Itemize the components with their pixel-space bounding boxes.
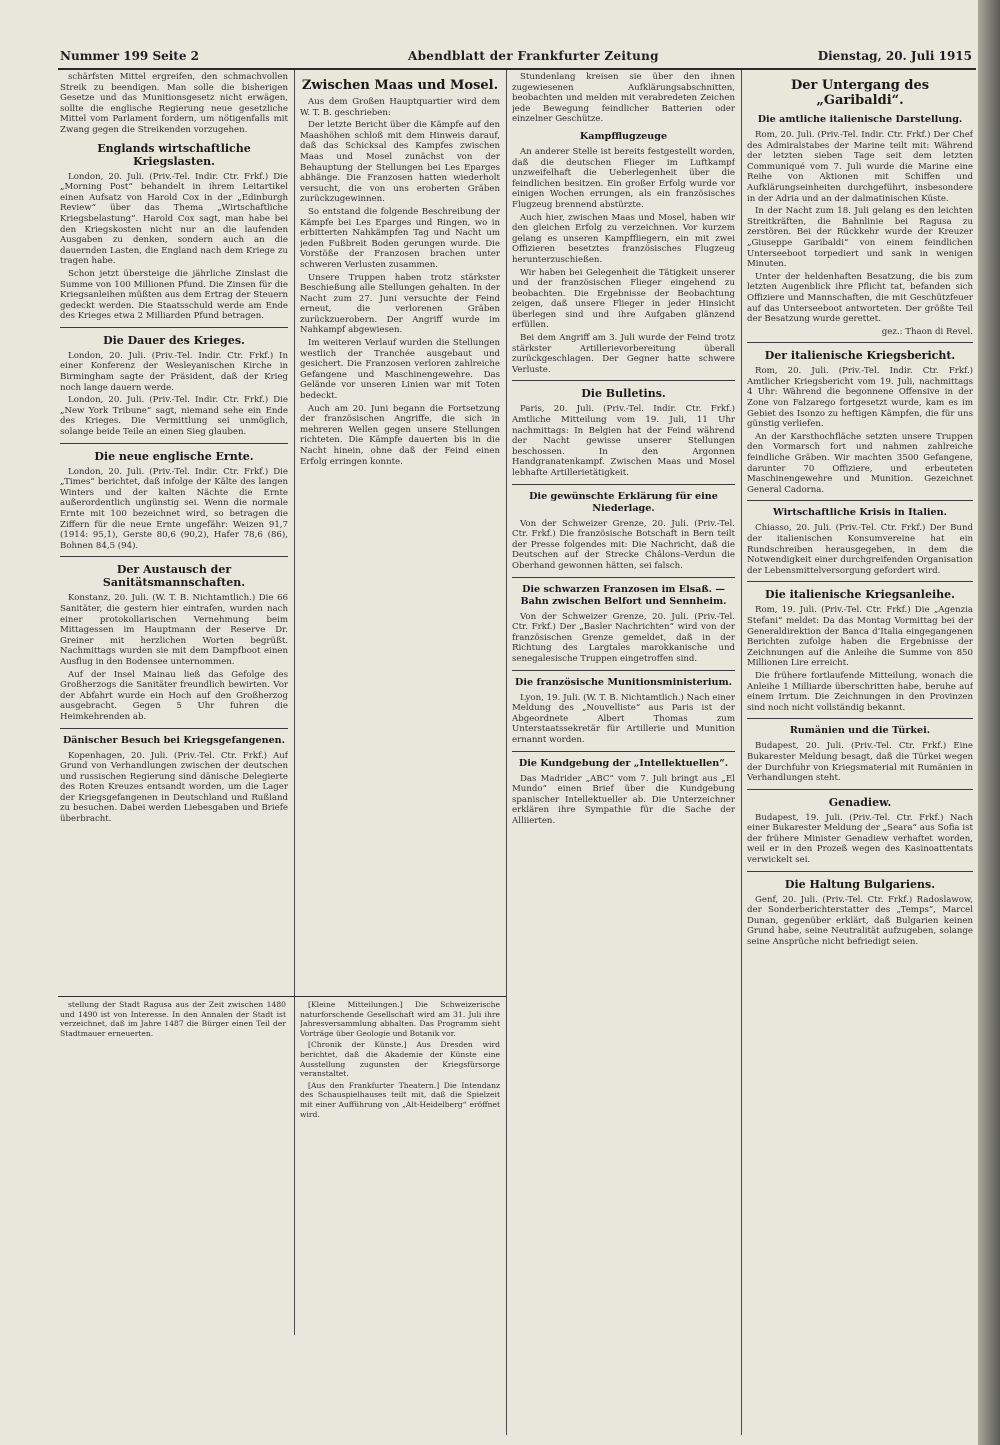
article-continuation: Stundenlang kreisen sie über den ihnen zugewiesenen Aufklärungsabschnitten, beobachten und melden mit verabredeten Zeichen jede Bewegung feindlicher Batterien oder einzelner Geschütze. <box>512 72 735 125</box>
column-2 <box>300 72 500 992</box>
article-paragraph: Im weiteren Verlauf wurden die Stellungen westlich der Tranchée ausgebaut und gesichert. Die Franzosen verloren zahlreiche Gefangene und Maschinengewehre. Das Gelände vor unseren Linien war mit Toten bedeckt. <box>300 338 500 402</box>
column-divider <box>506 70 507 1435</box>
column-divider <box>741 70 742 1435</box>
article-paragraph: An der Karsthochfläche setzten unsere Truppen den Vormarsch fort und nahmen zahlreiche feindliche Gräben. Wir machten 3500 Gefangene, darunter 70 Offiziere, und erbeuteten Maschinengewehre und Munition. Gezeichnet General Cadorna. <box>747 431 973 495</box>
article-paragraph: Konstanz, 20. Juli. (W. T. B. Nichtamtlich.) Die 66 Sanitäter, die gestern hier eintrafen, wurden nach einer protokollarischen Vernehmung beim Mittagessen im Hauptmann der Reserve Dr. Greiner mit herzlichen Worten begrüßt. Nachmittags wurden sie mit dem Dampfboot einen Ausflug in den Bodensee unternommen. <box>60 593 288 667</box>
book-binding-edge <box>978 0 1000 1445</box>
feuilleton-divider <box>58 996 506 997</box>
headline: Die Haltung Bulgariens. <box>784 877 936 891</box>
headline: Die französische Munitionsministerium. <box>515 676 732 688</box>
article-paragraph: Genf, 20. Juli. (Priv.-Tel. Ctr. Frkf.) Radoslawow, der Sonderberichterstatter des „Temps“, Marcel Dunan, gegenüber erklärt, daß Bulgarien keinen Grund habe, seine Neutralität aufzugeben, solange seine Ansprüche nicht befriedigt seien. <box>747 894 973 948</box>
article-paragraph: Auch hier, zwischen Maas und Mosel, haben wir den gleichen Erfolg zu verzeichnen. Vor kurzem gelang es unseren Kampffliegern, ein mit zwei Offizieren besetztes französisches Flugzeug herunterzuschießen. <box>512 212 735 265</box>
article-paragraph: Das Madrider „ABC“ vom 7. Juli bringt aus „El Mundo“ einen Brief über die Kundgebung spanischer Intellektueller ab. Die Unterzeichner erklären ihre Sympathie für die Sache der Alliierten. <box>512 773 735 826</box>
article-continuation: schärfsten Mittel ergreifen, den schmachvollen Streik zu beendigen. Man solle die bisherigen Gesetze und das Munitionsgesetz nicht erwägen, sollte die englische Regierung neue gesetzliche Mittel vom Parlament fordern, um nötigenfalls mit Zwang gegen die Streikenden vorzugehen. <box>60 72 288 135</box>
article-paragraph: Aus dem Großen Hauptquartier wird dem W. T. B. geschrieben: <box>300 97 500 118</box>
page-header <box>58 46 976 70</box>
article-paragraph: Von der Schweizer Grenze, 20. Juli. (Priv.-Tel. Ctr. Frkf.) Die französische Botschaft in Bern teilt der Presse folgendes mit: Die Nachricht, daß die Deutschen auf der Strecke Châlons–Verdun die Oberhand gewonnen hätten, sei falsch. <box>512 518 735 571</box>
article-paragraph: In der Nacht zum 18. Juli gelang es den leichten Streitkräften, die Bahnlinie bei Ragusa zu zerstören. Bei der Rückkehr wurde der Kreuzer „Giuseppe Garibaldi“ von einem feindlichen Unterseeboot torpediert und sank in wenigen Minuten. <box>747 206 973 270</box>
subheadline: Die amtliche italienische Darstellung. <box>757 114 963 125</box>
headline: Zwischen Maas und Mosel. <box>301 78 499 93</box>
article-paragraph: Budapest, 19. Juli. (Priv.-Tel. Ctr. Frkf.) Nach einer Bukarester Meldung der „Seara“ aus Sofia ist der frühere Minister Genadiew verhaftet worden, weil er in den Prozeß wegen des Kasinoattentats verwickelt sei. <box>747 812 973 866</box>
column-3 <box>512 72 735 1432</box>
article-paragraph: Die frühere fortlaufende Mitteilung, wonach die Anleihe 1 Milliarde überschritten habe, beruhe auf einem Irrtum. Die Zeichnungen in den Provinzen sind noch nicht vollständig bekannt. <box>747 670 973 713</box>
article-paragraph: Schon jetzt übersteige die jährliche Zinslast die Summe von 100 Millionen Pfund. Die Zinsen für die Kriegsanleihen müßten aus dem Ertrag der Steuern gedeckt werden. Die Staatsschuld werde am Ende des Krieges etwa 2 Milliarden Pfund betragen. <box>60 268 288 322</box>
headline: Die schwarzen Franzosen im Elsaß. — Bahn zwischen Belfort und Sennheim. <box>520 583 727 607</box>
column-4 <box>747 72 973 1432</box>
article-paragraph: Rom, 20. Juli. (Priv.-Tel. Indir. Ctr. Frkf.) Der Chef des Admiralstabes der Marine teilt mit: Während der letzten sieben Tage seit dem letzten Communiqué vom 7. Juli wurde die Marine eine Reihe von Aktionen mit Schiffen und Aufklärungseinheiten durchgeführt, insbesondere in der Adria und an der dalmatinischen Küste. <box>747 130 973 204</box>
signature: gez.: Thaon di Revel. <box>881 326 973 337</box>
article-paragraph: Auch am 20. Juni begann die Fortsetzung der französischen Angriffe, die sich in mehreren Wellen gegen unsere Stellungen richteten. Die Kämpfe dauerten bis in die Nacht hinein, ohne daß der Feind einen Erfolg erringen konnte. <box>300 403 500 467</box>
headline: Der italienische Kriegsbericht. <box>764 349 956 363</box>
headline: Die italienische Kriegsanleihe. <box>765 588 955 602</box>
issue-number: Nummer 199 Seite 2 <box>60 49 200 63</box>
article-paragraph: Bei dem Angriff am 3. Juli wurde der Feind trotz stärkster Artillerievorbereitung überall zurückgeschlagen. Der Gegner hatte schwere Verluste. <box>512 333 735 375</box>
headline: Rumänien und die Türkei. <box>789 725 931 737</box>
headline: Der Untergang des „Garibaldi“. <box>790 78 930 108</box>
article-paragraph: Wir haben bei Gelegenheit die Tätigkeit unserer und der französischen Flieger eingehend zu beobachten. Die Ergebnisse der Beobachtung zeigen, daß unsere Flieger in jeder Hinsicht überlegen sind und ihre Aufgaben glänzend erfüllen. <box>512 267 735 331</box>
article-paragraph: Rom, 19. Juli. (Priv.-Tel. Ctr. Frkf.) Die „Agenzia Stefani“ meldet: Da das Montag Vormittag bei der Generaldirektion der Banca d’Italia eingegangenen Berichten zufolge haben die Ergebnisse der Zeichnungen auf die Anleihe die Summe von 850 Millionen Lire erreicht. <box>747 605 973 669</box>
headline: Die Dauer des Krieges. <box>103 333 245 347</box>
article-paragraph: Kopenhagen, 20. Juli. (Priv.-Tel. Ctr. Frkf.) Auf Grund von Verhandlungen zwischen der deutschen und russischen Regierung sind dänische Delegierte des Roten Kreuzes entsandt worden, um die Lager der Kriegsgefangenen in Deutschland und Rußland zu besuchen. Dabei werden Liebesgaben und Briefe überbracht. <box>60 750 288 825</box>
article-paragraph: Von der Schweizer Grenze, 20. Juli. (Priv.-Tel. Ctr. Frkf.) Der „Basler Nachrichten“ wird von der französischen Grenze gemeldet, daß in der Richtung des Largtales marokkanische und senegalesische Truppen eingetroffen sind. <box>512 611 735 664</box>
headline: Genadiew. <box>828 795 892 809</box>
article-paragraph: Lyon, 19. Juli. (W. T. B. Nichtamtlich.) Nach einer Meldung des „Nouvelliste“ aus Paris ist der Abgeordnete Albert Thomas zum Unterstaatssekretär für Artillerie und Munition ernannt worden. <box>512 692 735 745</box>
feuilleton-paragraph: stellung der Stadt Ragusa aus der Zeit zwischen 1480 und 1490 ist von Interesse. In den Annalen der Stadt ist verzeichnet, daß im Jahre 1487 die Bürger einen Teil der Stadtmauer erneuerten. <box>60 1000 286 1038</box>
newspaper-name: Abendblatt der Frankfurter Zeitung <box>408 49 659 63</box>
column-divider <box>294 70 295 1335</box>
headline: Der Austausch der Sanitätsmannschaften. <box>102 563 246 590</box>
article-paragraph: Auf der Insel Mainau ließ das Gefolge des Großherzogs die Sanitäter freundlich bewirten. Vor der Abfahrt wurde ein Hoch auf den Großherzog ausgebracht. Gegen 5 Uhr fuhren die Heimkehrenden ab. <box>60 669 288 722</box>
article-paragraph: Unsere Truppen haben trotz stärkster Beschießung alle Stellungen gehalten. In der Nacht zum 27. Juni versuchte der Feind erneut, die verlorenen Gräben zurückzuerobern. Der Angriff wurde im Nahkampf abgewiesen. <box>300 272 500 336</box>
article-paragraph: London, 20. Juli. (Priv.-Tel. Indir. Ctr. Frkf.) Die „New York Tribune“ sagt, niemand sehe ein Ende des Krieges. Die Vermittlung sei unmöglich, solange beide Teile an einen Sieg glauben. <box>60 395 288 438</box>
headline: Die Bulletins. <box>581 387 666 401</box>
headline: Die Kundgebung der „Intellektuellen“. <box>518 757 729 769</box>
headline: Englands wirtschaftliche Kriegslasten. <box>97 141 251 168</box>
article-paragraph: London, 20. Juli. (Priv.-Tel. Indir. Ctr. Frkf.) Die „Morning Post“ behandelt in ihrem Leitartikel einen Aufsatz von Harold Cox in der „Edinburgh Review“ über das Thema „Wirtschaftliche Kriegsbelastung“. Harold Cox sagt, man habe bei den Kriegskosten nicht nur an die laufenden Ausgaben zu denken, sondern auch an die dauernden Lasten, die England nach dem Kriege zu tragen habe. <box>60 171 288 267</box>
feuilleton-paragraph: [Kleine Mitteilungen.] Die Schweizerische naturforschende Gesellschaft wird am 31. Juli ihre Jahresversammlung abhalten. Das Programm sieht Vorträge über Geologie und Botanik vor. <box>300 1000 500 1038</box>
article-paragraph: Budapest, 20. Juli. (Priv.-Tel. Ctr. Frkf.) Eine Bukarester Meldung besagt, daß die Türkei wegen der Durchfuhr von Kriegsmaterial mit Rumänien in Verhandlungen steht. <box>747 741 973 784</box>
issue-date: Dienstag, 20. Juli 1915 <box>817 49 972 63</box>
column-1 <box>60 72 288 992</box>
feuilleton-column-left <box>60 1000 286 1330</box>
article-paragraph: London, 20. Juli. (Priv.-Tel. Indir. Ctr. Frkf.) Die „Times“ berichtet, daß infolge der Kälte des langen Winters und der kalten Nächte die Ernte außerordentlich ungünstig sei. Wenn die normale Ernte mit 100 bezeichnet wird, so betragen die Ziffern für die neue Ernte ungefähr: Weizen 91,7 (1914: 95,1), Gerste 80,6 (90,2), Hafer 78,6 (86), Bohnen 84,5 (94). <box>60 466 288 551</box>
feuilleton-paragraph: [Chronik der Künste.] Aus Dresden wird berichtet, daß die Akademie der Künste eine Ausstellung zugunsten der Kriegsfürsorge veranstaltet. <box>300 1040 500 1079</box>
article-paragraph: Unter der heldenhaften Besatzung, die bis zum letzten Augenblick ihre Pflicht tat, befanden sich Offiziere und Mannschaften, die mit Geschützfeuer auf das Unterseeboot antworteten. Der größte Teil der Besatzung wurde gerettet. <box>747 271 973 325</box>
headline: Die neue englische Ernte. <box>94 449 254 463</box>
headline: Dänischer Besuch bei Kriegsgefangenen. <box>62 734 285 746</box>
feuilleton-paragraph: [Aus den Frankfurter Theatern.] Die Intendanz des Schauspielhauses teilt mit, daß die Spielzeit mit einer Aufführung von „Alt-Heidelberg“ eröffnet wird. <box>300 1080 500 1119</box>
subheadline: Kampfflugzeuge <box>579 130 668 142</box>
article-paragraph: Rom, 20. Juli. (Priv.-Tel. Indir. Ctr. Frkf.) Amtlicher Kriegsbericht vom 19. Juli, nachmittags 4 Uhr: Während die begonnene Offensive in der Zone von Falzarego fortgesetzt wurde, kam es im Gebiet des Isonzo zu heftigen Kämpfen, die für uns günstig verliefen. <box>747 366 973 430</box>
article-paragraph: Paris, 20. Juli. (Priv.-Tel. Indir. Ctr. Frkf.) Amtliche Mitteilung vom 19. Juli, 11 Uhr nachmittags: In Belgien hat der Feind während der Nacht gewisse unserer Stellungen beschossen. In den Argonnen Handgranatenkampf. Zwischen Maas und Mosel lebhafte Artillerietätigkeit. <box>512 404 735 478</box>
article-paragraph: Chiasso, 20. Juli. (Priv.-Tel. Ctr. Frkf.) Der Bund der italienischen Konsumvereine hat ein Rundschreiben herausgegeben, in dem die Notwendigkeit einer durchgreifenden Organisation der Lebensmittelversorgung gefordert wird. <box>747 523 973 576</box>
headline: Die gewünschte Erklärung für eine Niederlage. <box>529 490 718 514</box>
feuilleton-column-right <box>300 1000 500 1430</box>
article-paragraph: London, 20. Juli. (Priv.-Tel. Indir. Ctr. Frkf.) In einer Konferenz der Wesleyanischen Kirche in Birmingham sagte der Präsident, daß der Krieg noch lange dauern werde. <box>60 350 288 393</box>
article-paragraph: So entstand die folgende Beschreibung der Kämpfe bei Les Eparges und Ringen, wo in erbitterten Nahkämpfen Tag und Nacht um jeden Fußbreit Boden gerungen wurde. Die Vorstöße der Franzosen brachen unter schweren Verlusten zusammen. <box>300 206 500 270</box>
article-paragraph: Der letzte Bericht über die Kämpfe auf den Maashöhen schloß mit dem Hinweis darauf, daß das Schicksal des Kampfes zwischen Maas und Mosel zunächst von der Behauptung der Stellungen bei Les Eparges abhänge. Die Franzosen hatten wiederholt versucht, die von uns eroberten Gräben zurückzugewinnen. <box>300 120 500 205</box>
headline: Wirtschaftliche Krisis in Italien. <box>773 507 947 519</box>
article-paragraph: An anderer Stelle ist bereits festgestellt worden, daß die deutschen Flieger im Luftkampf unzweifelhaft die Ueberlegenheit über die feindlichen besitzen. Ein großer Erfolg wurde vor einigen Wochen errungen, als ein französisches Flugzeug brennend abstürzte. <box>512 146 735 210</box>
